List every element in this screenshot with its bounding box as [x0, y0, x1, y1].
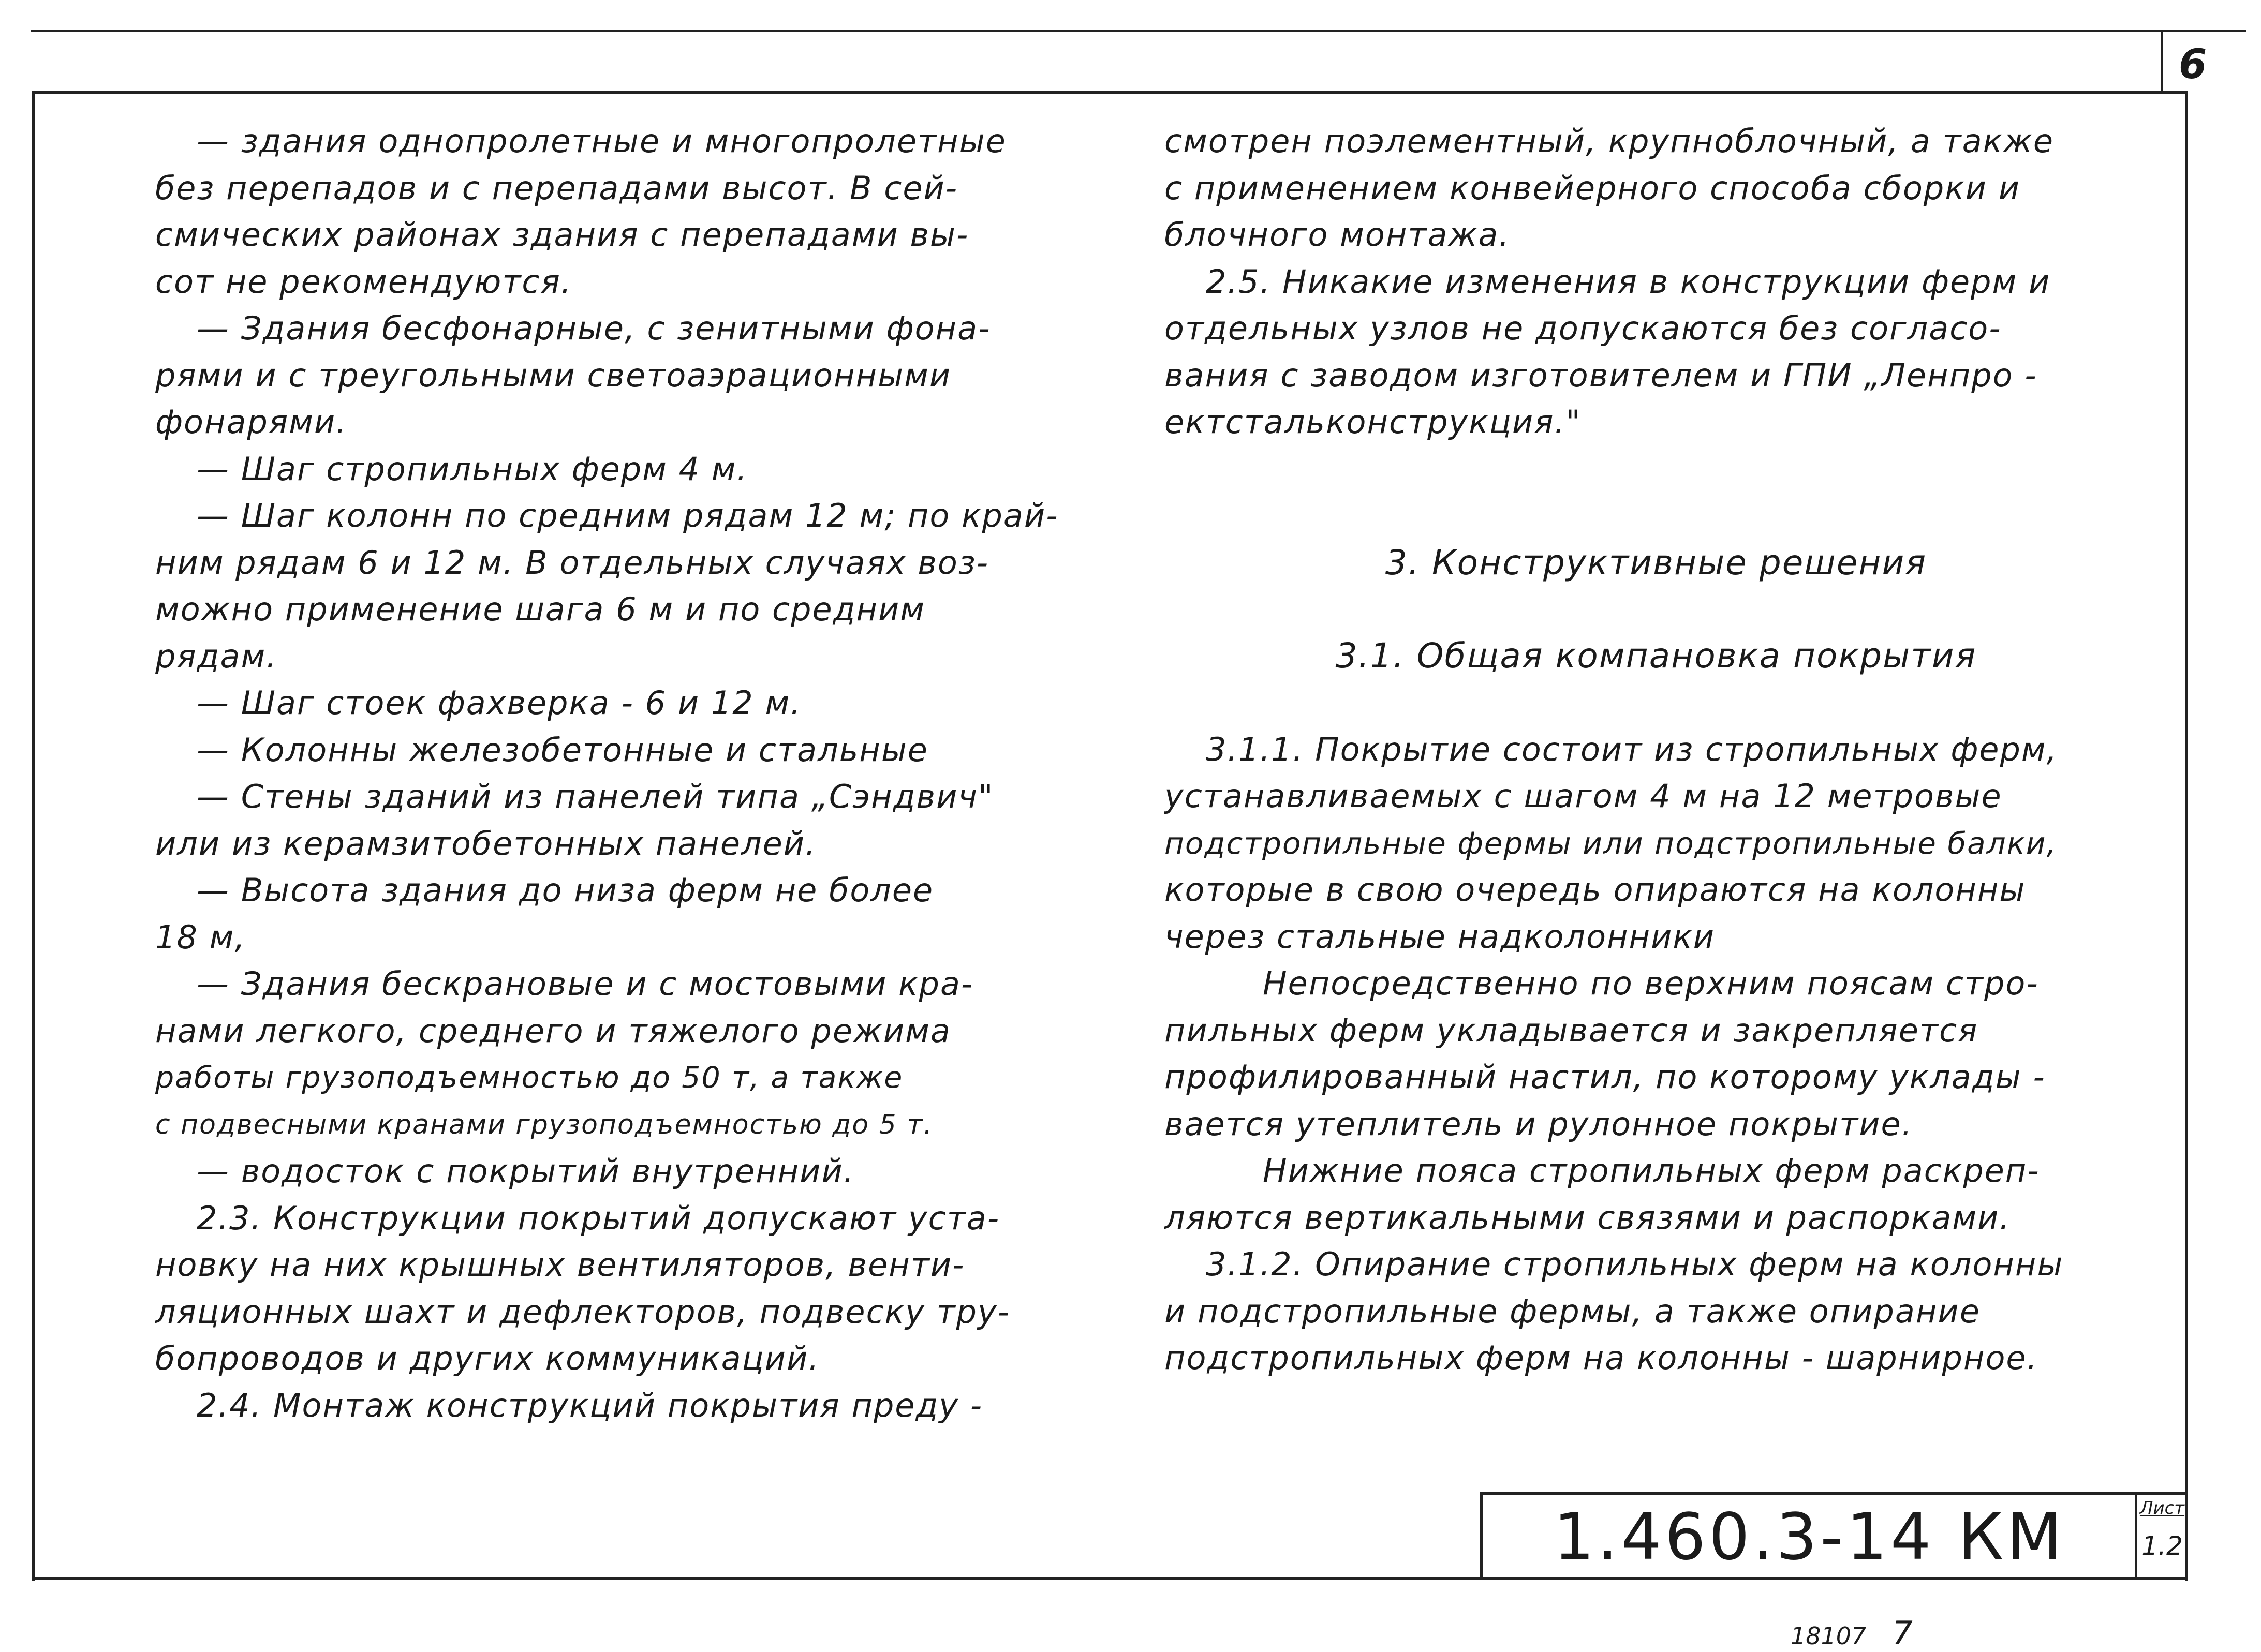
- text-line: рями и с треугольными светоаэрационными: [155, 356, 952, 394]
- title-block-designation: 1.460.3-14 КМ: [1480, 1492, 2135, 1580]
- text-line: вания с заводом изготовителем и ГПИ „Ленпро -: [1164, 356, 2037, 394]
- text-line: устанавливаемых с шагом 4 м на 12 метровые: [1164, 777, 2002, 815]
- text-line: с подвесными кранами грузоподъемностью до 5 т.: [155, 1109, 934, 1140]
- text-line: профилированный настил, по которому уклады -: [1164, 1058, 2046, 1096]
- text-line: и подстропильные фермы, а также опирание: [1164, 1292, 1981, 1330]
- text-line: — Шаг колонн по средним рядам 12 м; по край-: [197, 497, 1059, 534]
- text-line: рядам.: [155, 637, 277, 675]
- text-line: подстропильные фермы или подстропильные балки,: [1164, 825, 2057, 861]
- page-number-divider: [2161, 30, 2163, 92]
- text-line: или из керамзитобетонных панелей.: [155, 824, 817, 862]
- archive-stamp: [1791, 1614, 1913, 1652]
- text-line: 2.3. Конструкции покрытий допускают уста-: [197, 1199, 1000, 1237]
- sheet-number-box: [2135, 1492, 2187, 1580]
- text-line: блочного монтажа.: [1164, 216, 1511, 254]
- text-line: подстропильных ферм на колонны - шарнирное.: [1164, 1339, 2038, 1377]
- text-line: — Здания бесфонарные, с зенитными фона-: [197, 309, 991, 347]
- text-line: ляются вертикальными связями и распорками.: [1164, 1198, 2011, 1237]
- text-line: пильных ферм укладывается и закрепляется: [1164, 1011, 1978, 1049]
- sheet-value: 1.2: [2141, 1531, 2183, 1561]
- text-line: новку на них крышных вентиляторов, венти-: [155, 1246, 965, 1284]
- text-line: фонарями.: [155, 403, 347, 441]
- text-line: без перепадов и с перепадами высот. В сей-: [155, 169, 958, 207]
- text-line: — Здания бескрановые и с мостовыми кра-: [197, 965, 974, 1003]
- text-line: — Колонны железобетонные и стальные: [197, 731, 928, 769]
- text-line: смических районах здания с перепадами вы-: [155, 216, 969, 254]
- text-line: с применением конвейерного способа сборки и: [1164, 169, 2020, 207]
- text-line: — Высота здания до низа ферм не более: [197, 871, 934, 909]
- text-line: — Стены зданий из панелей типа „Сэндвич": [197, 778, 994, 815]
- text-line: ним рядам 6 и 12 м. В отдельных случаях воз-: [155, 543, 989, 582]
- text-line: нами легкого, среднего и тяжелого режима: [155, 1011, 951, 1050]
- text-line: отдельных узлов не допускаются без согласо-: [1164, 309, 2002, 347]
- text-line: работы грузоподъемностью до 50 т, а также: [155, 1061, 904, 1095]
- text-line: Непосредственно по верхним поясам стро-: [1263, 964, 2039, 1002]
- archive-number: 7: [1892, 1614, 1913, 1652]
- text-line: которые в свою очередь опираются на колонны: [1164, 871, 2026, 909]
- text-line: 18 м,: [155, 918, 246, 956]
- frame-left: [32, 91, 35, 1581]
- subsection-heading: 3.1. Общая компановка покрытия: [1335, 636, 1977, 676]
- text-line: 3.1.2. Опирание стропильных ферм на колонны: [1206, 1245, 2064, 1283]
- text-line: Нижние пояса стропильных ферм раскреп-: [1263, 1152, 2040, 1189]
- text-line: — здания однопролетные и многопролетные: [197, 122, 1007, 160]
- page-number: 6: [2179, 41, 2207, 88]
- left-column: [155, 118, 1133, 1429]
- text-line: 2.5. Никакие изменения в конструкции ферм и: [1206, 262, 2051, 301]
- frame-top: [32, 91, 2188, 94]
- text-line: вается утеплитель и рулонное покрытие.: [1164, 1105, 1913, 1143]
- top-rule: [31, 30, 2246, 32]
- text-line: ектстальконструкция.": [1164, 403, 1582, 441]
- text-line: можно применение шага 6 м и по средним: [155, 590, 926, 628]
- section-heading: 3. Конструктивные решения: [1385, 542, 1927, 583]
- text-line: бопроводов и других коммуникаций.: [155, 1340, 820, 1377]
- right-column: [1164, 118, 2148, 1382]
- text-line: 2.4. Монтаж конструкций покрытия преду -: [197, 1386, 983, 1424]
- text-line: смотрен поэлементный, крупноблочный, а также: [1164, 122, 2055, 160]
- text-line: ляционных шахт и дефлекторов, подвеску тру-: [155, 1292, 1011, 1331]
- sheet-label: Лист: [2139, 1498, 2185, 1519]
- text-line: через стальные надколонники: [1164, 917, 1716, 956]
- text-line: сот не рекомендуются.: [155, 262, 572, 301]
- text-line: — Шаг стоек фахверка - 6 и 12 м.: [197, 684, 802, 722]
- inventory-number: 18107: [1791, 1622, 1867, 1650]
- text-line: — Шаг стропильных ферм 4 м.: [197, 450, 748, 488]
- text-line: — водосток с покрытий внутренний.: [197, 1152, 855, 1190]
- text-line: 3.1.1. Покрытие состоит из стропильных ферм,: [1206, 730, 2058, 768]
- frame-right: [2185, 91, 2188, 1581]
- spacer: [1164, 446, 2148, 540]
